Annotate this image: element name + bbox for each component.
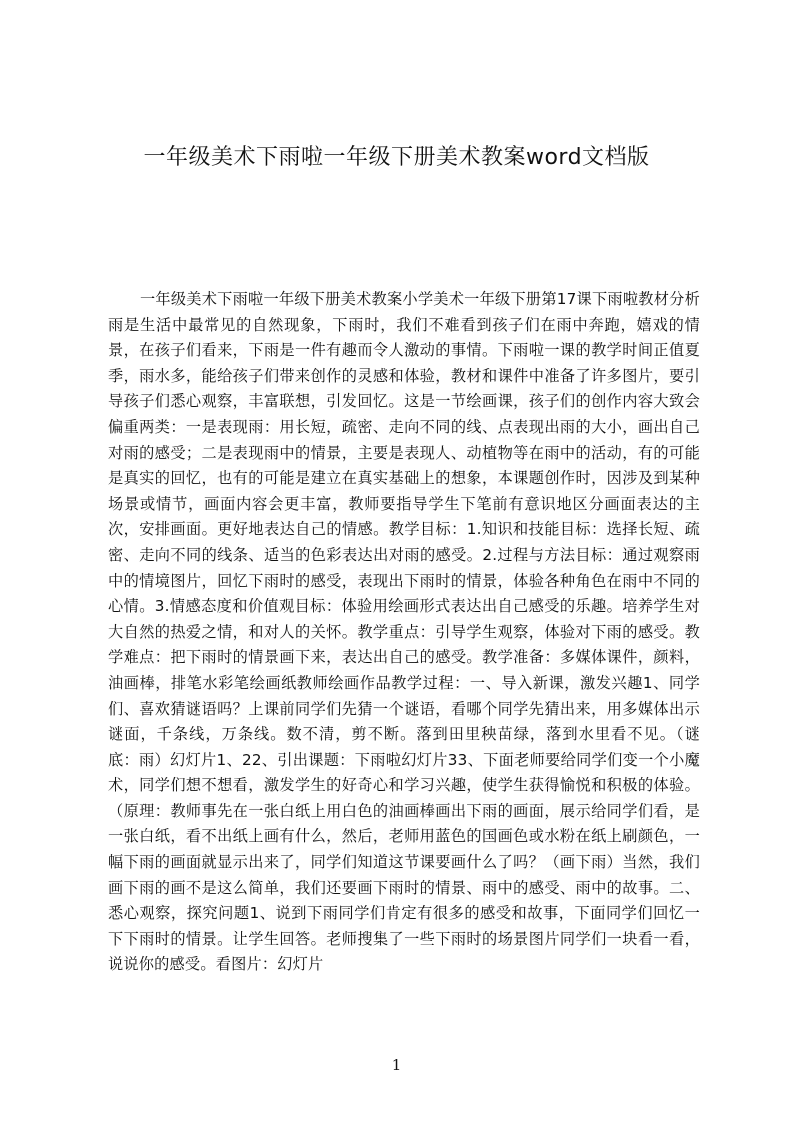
document-title: 一年级美术下雨啦一年级下册美术教案word文档版 xyxy=(143,145,650,170)
page-number: 1 xyxy=(391,1056,402,1074)
body-paragraph: 一年级美术下雨啦一年级下册美术教案小学美术一年级下册第17课下雨啦教材分析雨是生活中最常见的自然现象，下雨时，我们不难看到孩子们在雨中奔跑，嬉戏的情景，在孩子们看来，下雨是一件有趣而令人激动的事情。下雨啦一课的教学时间正值夏季，雨水多，能给孩子们带来创作的灵感和体验，教材和课件中准备了许多图片，要引导孩子们悉心观察，丰富联想，引发回忆。这是一节绘画课，孩子们的创作内容大致会偏重两类：一是表现雨：用长短，疏密、走向不同的线、点表现出雨的大小，画出自己对雨的感受；二是表现雨中的情景，主要是表现人、动植物等在雨中的活动，有的可能是真实的回忆，也有的可能是建立在真实基础上的想象，本课题创作时，因涉及到某种场景或情节，画面内容会更丰富，教师要指导学生下笔前有意识地区分画面表达的主次，安排画面。更好地表达自己的情感。教学目标：1.知识和技能目标：选择长短、疏密、走向不同的线条、适当的色彩表达出对雨的感受。2.过程与方法目标：通过观察雨中的情境图片，回忆下雨时的感受，表现出下雨时的情景，体验各种角色在雨中不同的心情。3.情感态度和价值观目标：体验用绘画形式表达出自己感受的乐趣。培养学生对大自然的热爱之情，和对人的关怀。教学重点：引导学生观察，体验对下雨的感受。教学难点：把下雨时的情景画下来，表达出自己的感受。教学准备：多媒体课件，颜料，油画棒，排笔水彩笔绘画纸教师绘画作品教学过程：一、导入新课，激发兴趣1、同学们、喜欢猜谜语吗？上课前同学们先猜一个谜语，看哪个同学先猜出来，用多媒体出示谜面，千条线，万条线。数不清，剪不断。落到田里秧苗绿，落到水里看不见。（谜底：雨）幻灯片1、22、引出课题：下雨啦幻灯片33、下面老师要给同学们变一个小魔术，同学们想不想看，激发学生的好奇心和学习兴趣，使学生获得愉悦和积极的体验。（原理：教师事先在一张白纸上用白色的油画棒画出下雨的画面，展示给同学们看，是一张白纸，看不出纸上画有什么，然后，老师用蓝色的国画色或水粉在纸上刷颜色，一幅下雨的画面就显示出来了，同学们知道这节课要画什么了吗？（画下雨）当然，我们画下雨的画不是这么简单，我们还要画下雨时的情景、雨中的感受、雨中的故事。二、悉心观察，探究问题1、说到下雨同学们肯定有很多的感受和故事，下面同学们回忆一下下雨时的情景。让学生回答。老师搜集了一些下雨时的场景图片同学们一块看一看，说说你的感受。看图片：幻灯片 xyxy=(108,290,700,974)
